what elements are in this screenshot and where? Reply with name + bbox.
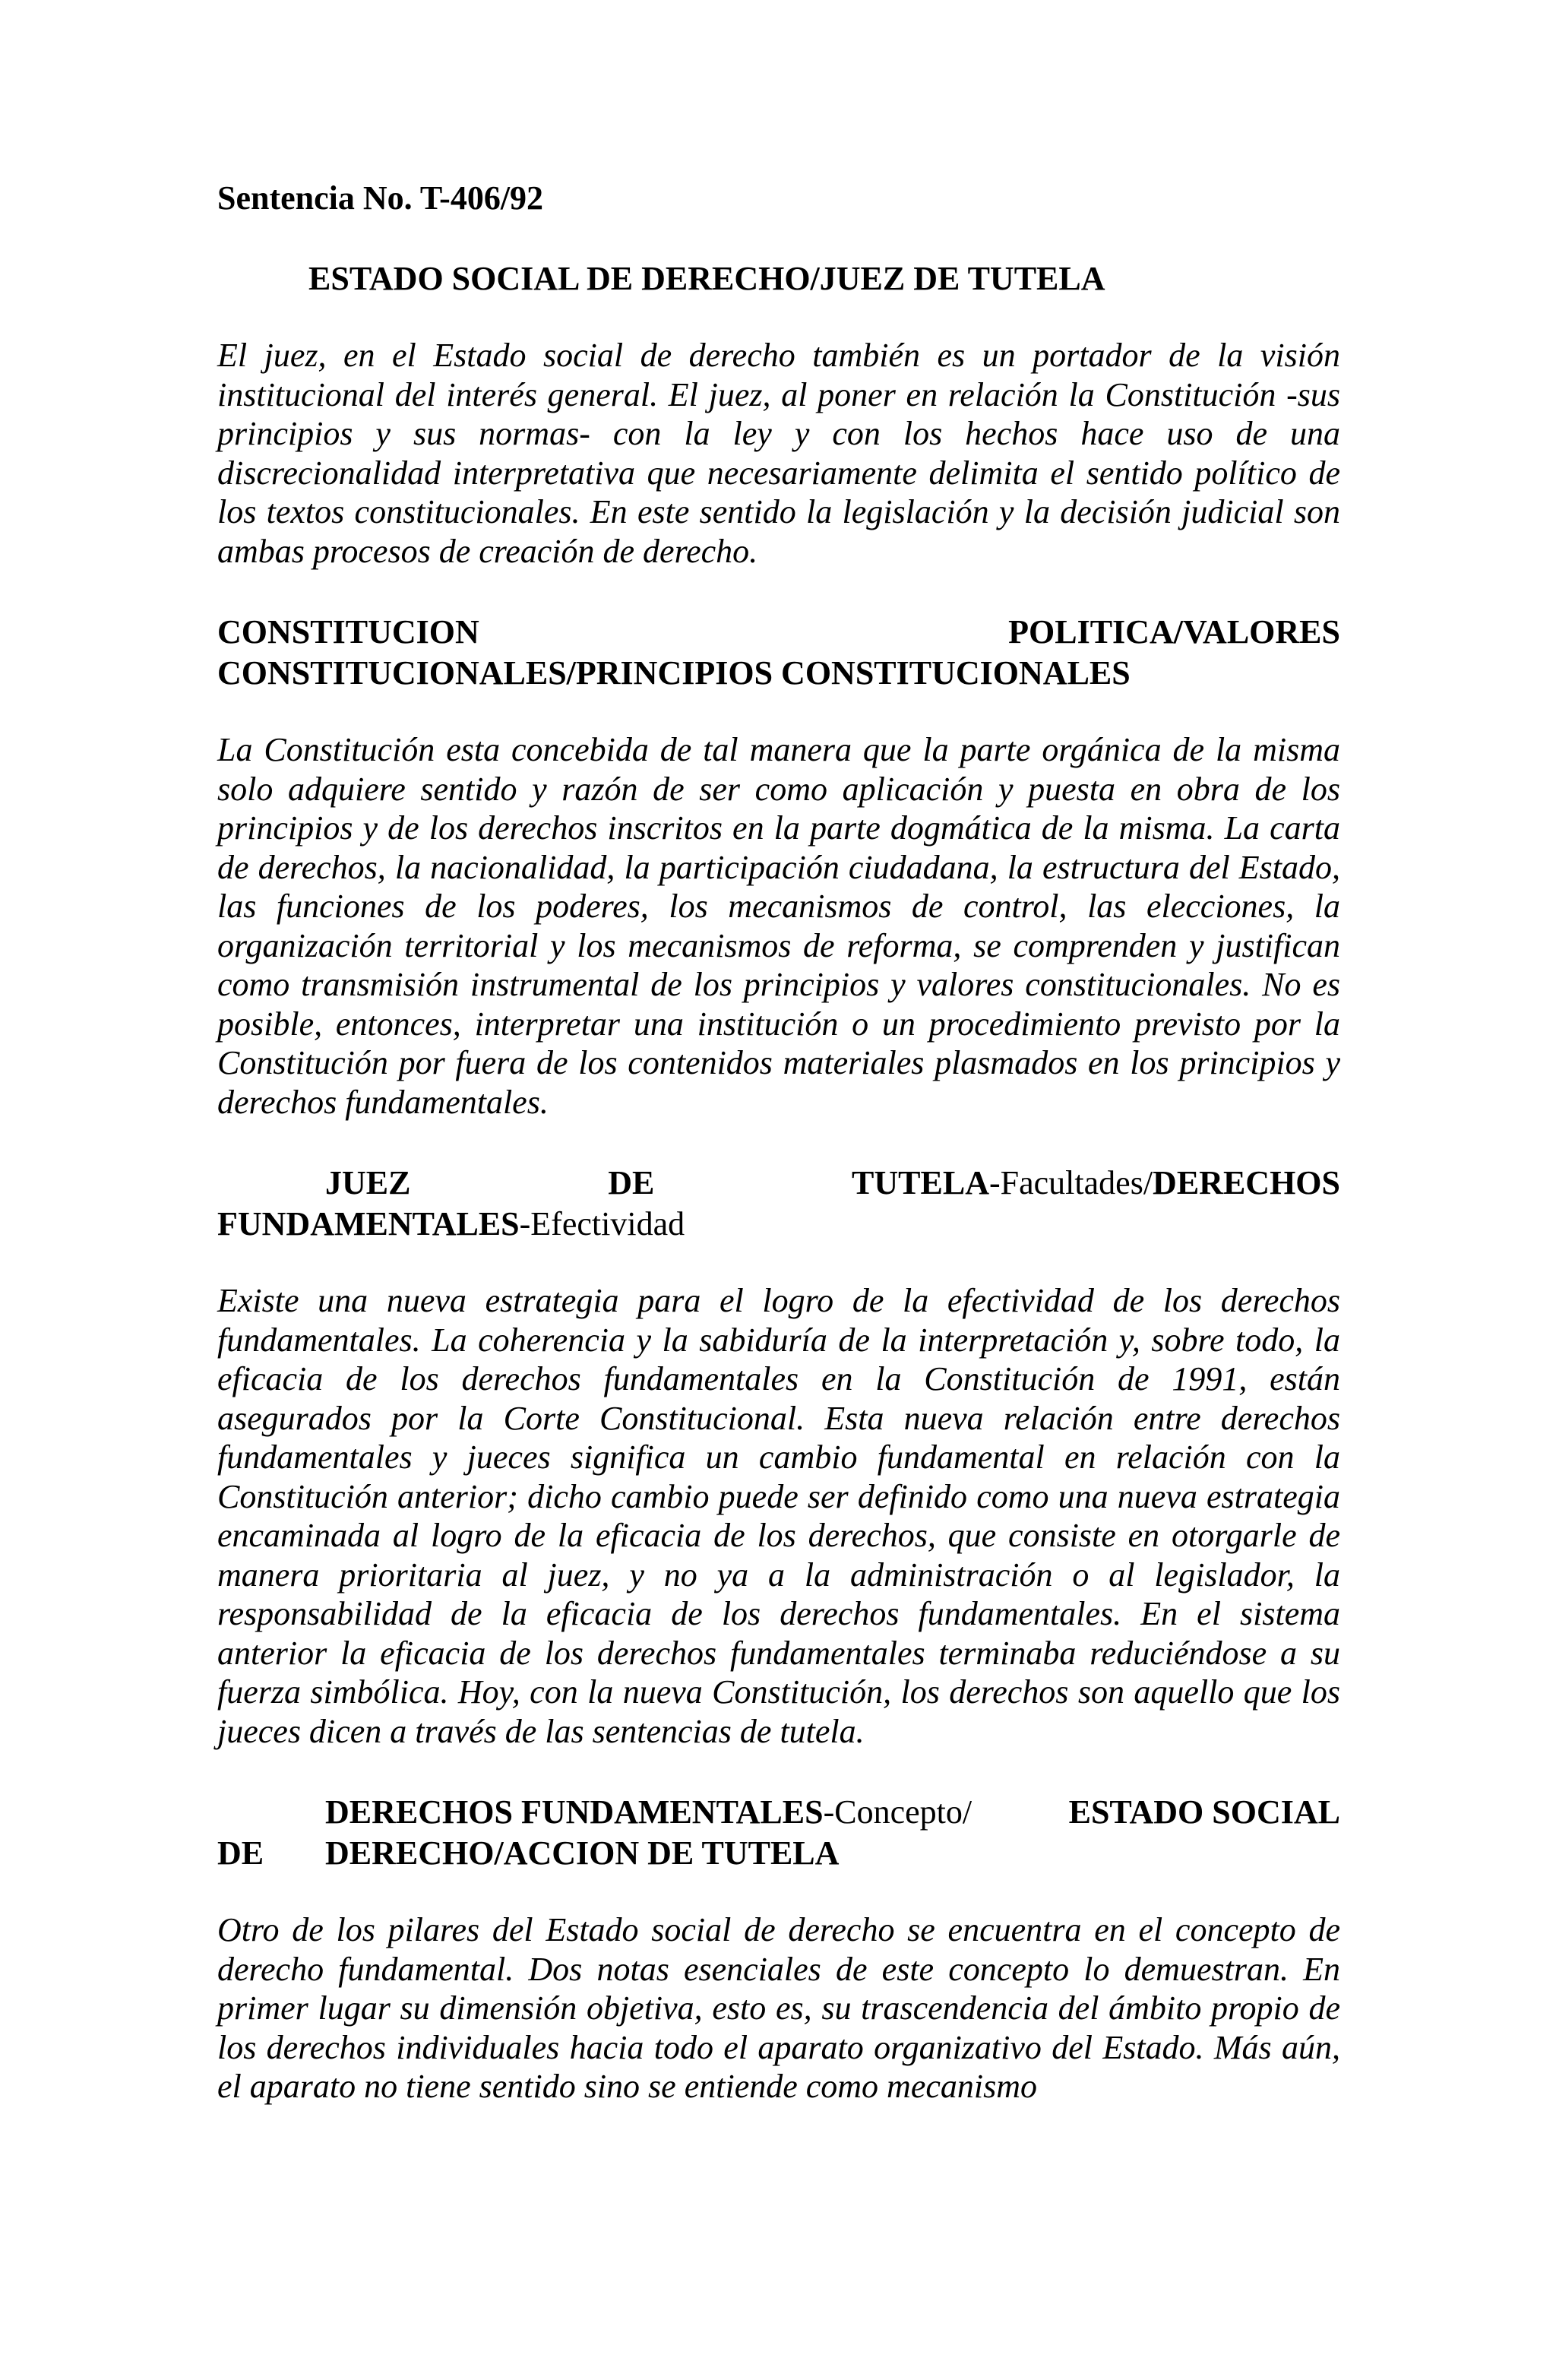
heading-word: ESTADO SOCIAL [1068, 1793, 1340, 1831]
heading-word: FUNDAMENTALES [217, 1205, 520, 1242]
document-page [217, 176, 1340, 2147]
heading-derechos-fundamentales [217, 1792, 1340, 1874]
heading-subtopic: -Efectividad [519, 1205, 685, 1242]
heading-estado-social: ESTADO SOCIAL DE DERECHO/JUEZ DE TUTELA [308, 260, 1105, 297]
heading-word: DERECHOS [1153, 1164, 1340, 1201]
heading-juez-de-tutela [217, 1163, 1340, 1245]
heading-constitucion-politica [217, 612, 1340, 694]
heading-line [217, 1204, 1340, 1245]
heading-word-group [325, 1792, 972, 1833]
heading-text-block [325, 1792, 1340, 1874]
heading-line [217, 1163, 1340, 1204]
heading-word: POLITICA/VALORES [1008, 613, 1340, 650]
heading-word: TUTELA [852, 1164, 989, 1201]
heading-word: JUEZ [325, 1164, 411, 1201]
heading-line [217, 612, 1340, 653]
paragraph-estrategia: Existe una nueva estrategia para el logro de la efectividad de los derechos fundamentales. La coherencia y la sabiduría de la interpretación y, sobre todo, la eficacia de los derechos fundamentales en la Constitución de 1991, están asegurados por la Corte Constitucional. Esta nueva relación entre derechos fundamentales y jueces significa un cambio fundamental en relación con la Constitución anterior; dicho cambio puede ser definido como una nueva estrategia encaminada al logro de la eficacia de los derechos, que consiste en otorgarle de manera prioritaria al juez, y no ya a la administración o al legislador, la responsabilidad de la eficacia de los derechos fundamentales. En el sistema anterior la eficacia de los derechos fundamentales terminaba reduciéndose a su fuerza simbólica. Hoy, con la nueva Constitución, los derechos son aquello que los jueces dicen a través de las sentencias de tutela. [217, 1282, 1340, 1750]
heading-line: DERECHO/ACCION DE TUTELA [325, 1834, 840, 1872]
heading-subtopic: -Concepto/ [823, 1793, 972, 1831]
heading-line: CONSTITUCIONALES/PRINCIPIOS CONSTITUCIONALES [217, 654, 1131, 692]
heading-word: CONSTITUCION [217, 613, 479, 650]
paragraph-constitucion: La Constitución esta concebida de tal manera que la parte orgánica de la misma solo adquiere sentido y razón de ser como aplicación y puesta en obra de los principios y de los derechos inscritos en la parte dogmática de la misma. La carta de derechos, la nacionalidad, la participación ciudadana, la estructura del Estado, las funciones de los poderes, los mecanismos de control, las elecciones, la organización territorial y los mecanismos de reforma, se comprenden y justifican como transmisión instrumental de los principios y valores constitucionales. No es posible, entonces, interpretar una institución o un procedimiento previsto por la Constitución por fuera de los contenidos materiales plasmados en los principios y derechos fundamentales. [217, 731, 1340, 1121]
heading-word: DE [217, 1834, 264, 1872]
heading-word-group [852, 1163, 1340, 1204]
paragraph-pilares: Otro de los pilares del Estado social de derecho se encuentra en el concepto de derecho fundamental. Dos notas esenciales de este concepto lo demuestran. En primer lugar su dimensión objetiva, esto es, su trascendencia del ámbito propio de los derechos individuales hacia todo el aparato organizativo del Estado. Más aún, el aparato no tiene sentido sino se entiende como mecanismo [217, 1911, 1340, 2105]
paragraph-juez: El juez, en el Estado social de derecho también es un portador de la visión institucional del interés general. El juez, al poner en relación la Constitución -sus principios y sus normas- con la ley y con los hechos hace uso de una discrecionalidad interpretativa que necesariamente delimita el sentido político de los textos constitucionales. En este sentido la legislación y la decisión judicial son ambas procesos de creación de derecho. [217, 337, 1340, 570]
heading-word: DE [608, 1164, 655, 1201]
document-title: Sentencia No. T-406/92 [217, 179, 544, 217]
heading-subtopic: -Facultades/ [989, 1164, 1153, 1201]
heading-line [325, 1792, 1340, 1833]
heading-word: DERECHOS FUNDAMENTALES [325, 1793, 824, 1831]
